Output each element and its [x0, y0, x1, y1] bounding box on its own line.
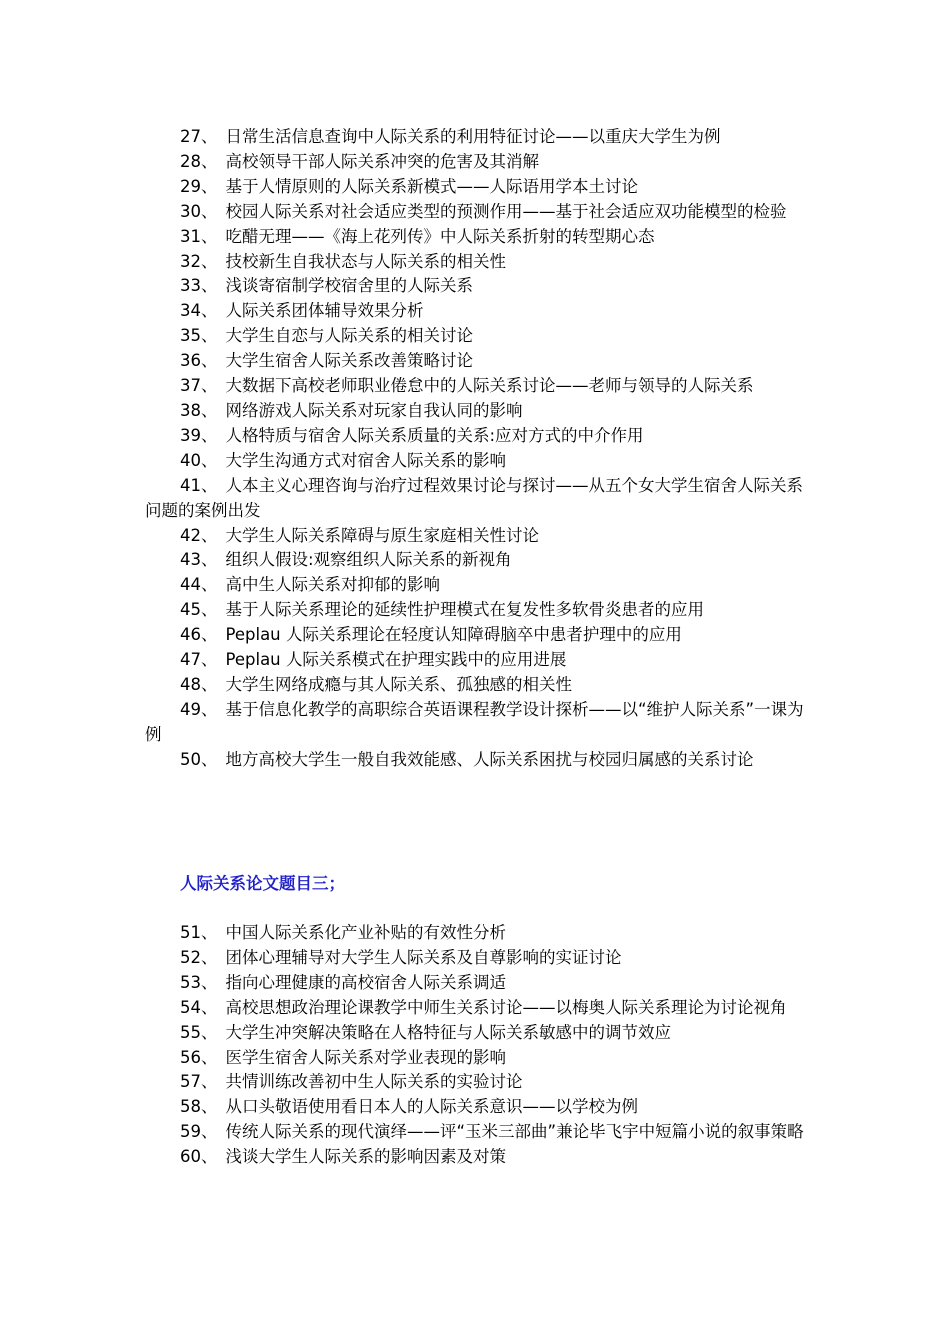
topic-number: 52 [180, 947, 201, 967]
topic-number: 54 [180, 997, 201, 1017]
topic-number-separator: 、 [201, 127, 218, 146]
topic-number-separator: 、 [201, 400, 218, 420]
topic-number: 60 [180, 1147, 201, 1167]
topic-list-item [145, 474, 810, 524]
topic-list-item [145, 399, 810, 424]
topic-number: 30 [180, 201, 201, 221]
topic-list-item [145, 648, 810, 673]
topic-number-separator: 、 [201, 475, 218, 495]
topic-title: Peplau 人际关系模式在护理实践中的应用进展 [225, 650, 567, 670]
topic-list-item [145, 698, 810, 748]
topic-title: 从口头敬语使用看日本人的人际关系意识——以学校为例 [225, 1097, 638, 1117]
topic-title: 人本主义心理咨询与治疗过程效果讨论与探讨——从五个女大学生宿舍人际关系问题的案例出发 [145, 475, 803, 520]
topic-title: 基于信息化教学的高职综合英语课程教学设计探析——以“维护人际关系”一课为例 [145, 699, 804, 744]
topic-title: 人格特质与宿舍人际关系质量的关系:应对方式的中介作用 [225, 425, 644, 445]
topic-list-item [145, 573, 810, 598]
topic-number: 37 [180, 376, 201, 396]
topic-number-separator: 、 [201, 276, 218, 296]
topic-number-separator: 、 [201, 1072, 218, 1092]
topic-number-separator: 、 [201, 1022, 218, 1042]
topic-number: 43 [180, 550, 201, 570]
topic-title: 组织人假设:观察组织人际关系的新视角 [225, 550, 512, 570]
topic-list-item [145, 996, 810, 1021]
topic-number-separator: 、 [201, 301, 218, 321]
topic-title: 网络游戏人际关系对玩家自我认同的影响 [225, 400, 523, 420]
topic-list-item [145, 1145, 810, 1170]
topic-title: 大数据下高校老师职业倦怠中的人际关系讨论——老师与领导的人际关系 [225, 376, 754, 396]
topic-title: 浅谈寄宿制学校宿舍里的人际关系 [225, 276, 473, 296]
topic-title: 大学生人际关系障碍与原生家庭相关性讨论 [225, 525, 539, 545]
topic-number-separator: 、 [201, 650, 218, 670]
topic-number: 32 [180, 251, 201, 271]
topic-list-item [145, 1046, 810, 1071]
topic-number: 35 [180, 326, 201, 346]
topic-title: 高校思想政治理论课教学中师生关系讨论——以梅奥人际关系理论为讨论视角 [225, 997, 787, 1017]
topic-number-separator: 、 [201, 1097, 218, 1117]
topic-title: 地方高校大学生一般自我效能感、人际关系困扰与校园归属感的关系讨论 [225, 749, 754, 769]
topic-number: 58 [180, 1097, 201, 1117]
topic-title: 大学生宿舍人际关系改善策略讨论 [225, 351, 473, 371]
topic-number-separator: 、 [201, 151, 218, 171]
topic-title: 高校领导干部人际关系冲突的危害及其消解 [225, 151, 539, 171]
topic-number: 29 [180, 176, 201, 196]
topic-number: 45 [180, 600, 201, 620]
topic-list-item [145, 673, 810, 698]
topic-list-item [145, 1021, 810, 1046]
topic-number: 53 [180, 972, 201, 992]
topic-number-separator: 、 [201, 972, 218, 992]
topic-number: 39 [180, 425, 201, 445]
topic-number-separator: 、 [201, 749, 218, 769]
topic-number: 44 [180, 575, 201, 595]
topic-list-item [145, 175, 810, 200]
topic-list-item [145, 225, 810, 250]
topic-title: 大学生网络成瘾与其人际关系、孤独感的相关性 [225, 674, 572, 694]
topic-number: 31 [180, 226, 201, 246]
topic-list-item [145, 1070, 810, 1095]
topic-number-separator: 、 [201, 176, 218, 196]
topic-title: 医学生宿舍人际关系对学业表现的影响 [225, 1047, 506, 1067]
topic-list-item [145, 150, 810, 175]
topic-number-separator: 、 [201, 600, 218, 620]
topic-title: 基于人情原则的人际关系新模式——人际语用学本土讨论 [225, 176, 638, 196]
topic-number-separator: 、 [201, 1122, 218, 1142]
topic-number: 42 [180, 525, 201, 545]
topic-list-item [145, 524, 810, 549]
topic-list-item [145, 324, 810, 349]
topic-number-separator: 、 [201, 947, 218, 967]
topic-list-item [145, 250, 810, 275]
topic-title: 人际关系团体辅导效果分析 [225, 301, 424, 321]
topic-list-item [145, 946, 810, 971]
topic-title: 吃醋无理——《海上花列传》中人际关系折射的转型期心态 [225, 226, 655, 246]
topic-list-item [145, 598, 810, 623]
topic-number: 59 [180, 1122, 201, 1142]
topic-list-item [145, 449, 810, 474]
topic-list-item [145, 125, 810, 150]
topic-list-item [145, 200, 810, 225]
topic-number-separator: 、 [201, 376, 218, 396]
topic-number-separator: 、 [201, 1047, 218, 1067]
topic-title: 大学生自恋与人际关系的相关讨论 [225, 326, 473, 346]
section-title-three: 人际关系论文题目三； [180, 874, 345, 893]
topic-title: 日常生活信息查询中人际关系的利用特征讨论——以重庆大学生为例 [225, 127, 721, 146]
topic-list-item [145, 424, 810, 449]
topic-title: 技校新生自我状态与人际关系的相关性 [225, 251, 506, 271]
topic-list-part-three [145, 921, 810, 1170]
topic-number-separator: 、 [201, 674, 218, 694]
topic-title: 高中生人际关系对抑郁的影响 [225, 575, 440, 595]
topic-number: 33 [180, 276, 201, 296]
topic-number: 28 [180, 151, 201, 171]
topic-number-separator: 、 [201, 699, 218, 719]
topic-number-separator: 、 [201, 226, 218, 246]
topic-list-part-two [145, 125, 810, 773]
topic-list-item [145, 274, 810, 299]
topic-number-separator: 、 [201, 425, 218, 445]
topic-number: 51 [180, 923, 201, 942]
topic-number: 49 [180, 699, 201, 719]
topic-number-separator: 、 [201, 450, 218, 470]
topic-number-separator: 、 [201, 997, 218, 1017]
topic-number-separator: 、 [201, 1147, 218, 1167]
topic-number-separator: 、 [201, 575, 218, 595]
topic-number: 36 [180, 351, 201, 371]
topic-number: 40 [180, 450, 201, 470]
topic-list-item [145, 623, 810, 648]
topic-list-item [145, 971, 810, 996]
topic-list-item [145, 748, 810, 773]
topic-number-separator: 、 [201, 201, 218, 221]
topic-list-item [145, 349, 810, 374]
topic-title: 浅谈大学生人际关系的影响因素及对策 [225, 1147, 506, 1167]
topic-title: 中国人际关系化产业补贴的有效性分析 [225, 923, 506, 942]
topic-title: 传统人际关系的现代演绎——评“玉米三部曲”兼论毕飞宇中短篇小说的叙事策略 [225, 1122, 804, 1142]
topic-number: 34 [180, 301, 201, 321]
topic-title: 团体心理辅导对大学生人际关系及自尊影响的实证讨论 [225, 947, 622, 967]
topic-number: 50 [180, 749, 201, 769]
topic-list-item [145, 374, 810, 399]
topic-number-separator: 、 [201, 550, 218, 570]
topic-title: 基于人际关系理论的延续性护理模式在复发性多软骨炎患者的应用 [225, 600, 704, 620]
topic-title: 共情训练改善初中生人际关系的实验讨论 [225, 1072, 523, 1092]
topic-title: Peplau 人际关系理论在轻度认知障碍脑卒中患者护理中的应用 [225, 625, 682, 645]
topic-number-separator: 、 [201, 923, 218, 942]
topic-number: 55 [180, 1022, 201, 1042]
topic-list-item [145, 1120, 810, 1145]
topic-number: 56 [180, 1047, 201, 1067]
topic-list-item [145, 1095, 810, 1120]
topic-number: 38 [180, 400, 201, 420]
topic-number-separator: 、 [201, 351, 218, 371]
topic-list-item [145, 299, 810, 324]
topic-list-item [145, 548, 810, 573]
topic-title: 大学生冲突解决策略在人格特征与人际关系敏感中的调节效应 [225, 1022, 671, 1042]
topic-number-separator: 、 [201, 625, 218, 645]
topic-number: 27 [180, 127, 201, 146]
topic-number: 47 [180, 650, 201, 670]
topic-number-separator: 、 [201, 525, 218, 545]
topic-title: 大学生沟通方式对宿舍人际关系的影响 [225, 450, 506, 470]
topic-number: 41 [180, 475, 201, 495]
topic-list-item [145, 921, 810, 946]
topic-number: 46 [180, 625, 201, 645]
topic-number-separator: 、 [201, 251, 218, 271]
topic-number: 57 [180, 1072, 201, 1092]
topic-number: 48 [180, 674, 201, 694]
topic-number-separator: 、 [201, 326, 218, 346]
topic-title: 校园人际关系对社会适应类型的预测作用——基于社会适应双功能模型的检验 [225, 201, 787, 221]
topic-title: 指向心理健康的高校宿舍人际关系调适 [225, 972, 506, 992]
